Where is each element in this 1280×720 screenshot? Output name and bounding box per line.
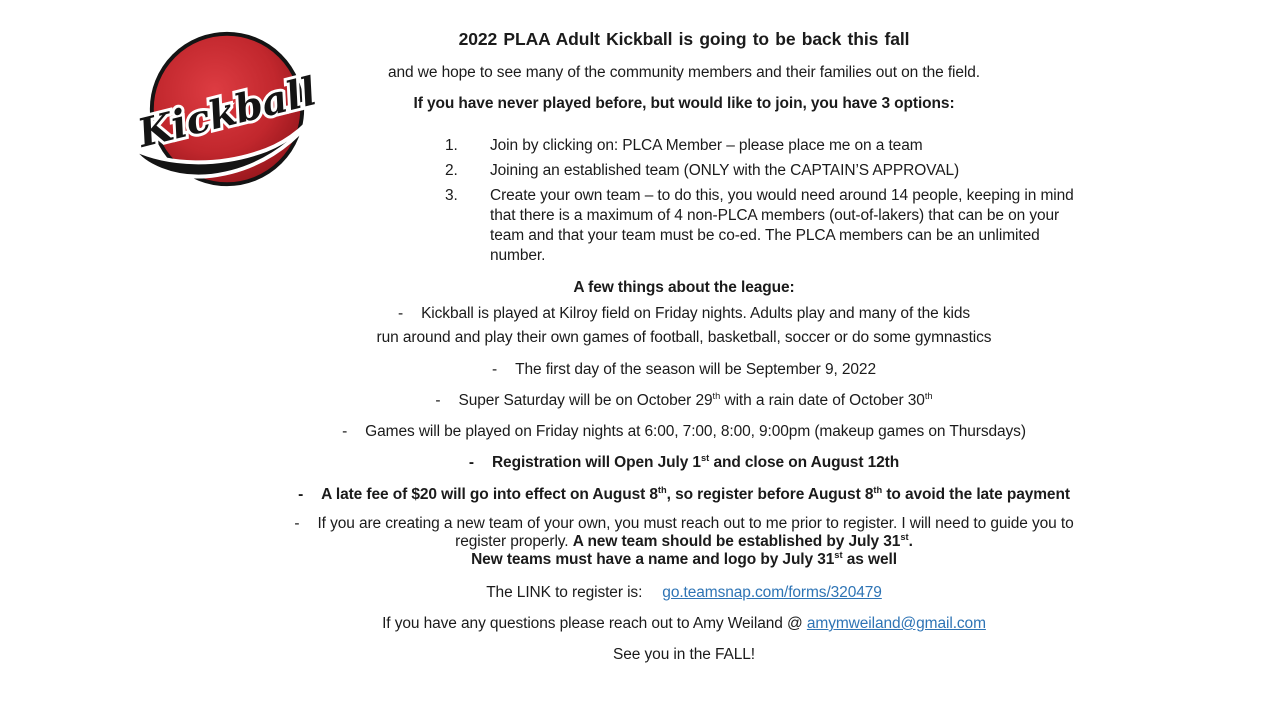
list-item-text: Join by clicking on: PLCA Member – please place me on a team	[490, 137, 923, 154]
bullet-text: and close on August 12th	[709, 454, 900, 471]
dash: -	[468, 454, 474, 471]
logo-word: Kickball	[133, 68, 321, 157]
flyer-content	[88, 0, 1280, 665]
register-link-line	[88, 582, 1280, 603]
options-heading: If you have never played before, but would like to join, you have 3 options:	[413, 95, 955, 112]
bullet-text: register properly.	[455, 533, 573, 550]
bullet-text: Registration will Open July 1	[491, 454, 701, 471]
bullet-text: Games will be played on Friday nights at 6:00, 7:00, 8:00, 9:00pm (makeup games on Thursdays)	[365, 423, 1026, 440]
questions-line	[88, 613, 1280, 634]
bullet-text-bold: A new team should be established by July 31	[572, 533, 901, 550]
questions-text: If you have any questions please reach out to Amy Weiland @	[382, 615, 807, 632]
bullet-text: , so register before August 8	[666, 486, 874, 503]
ordinal-suffix: th	[712, 390, 721, 401]
bullet-text-bold: as well	[842, 551, 897, 568]
bullet-text: with a rain date of October 30	[720, 392, 925, 409]
ordinal-suffix: th	[873, 484, 883, 495]
list-item-number: 2.	[445, 162, 458, 179]
bullet-late-fee	[88, 484, 1280, 505]
list-item	[445, 186, 1280, 266]
dash: -	[342, 423, 348, 440]
bullet-game-times	[88, 421, 1280, 442]
dash: -	[435, 392, 441, 409]
ordinal-suffix: st	[700, 452, 710, 463]
closing-line: See you in the FALL!	[613, 646, 755, 663]
dash: -	[294, 515, 300, 532]
ordinal-suffix: th	[924, 390, 933, 401]
options-list	[445, 136, 1280, 266]
register-link-label: The LINK to register is:	[486, 584, 643, 601]
list-item-number: 1.	[445, 137, 458, 154]
list-item	[445, 161, 1280, 181]
bullet-kilroy-continued: run around and play their own games of football, basketball, soccer or do some gymnastics	[376, 329, 992, 346]
bullet-kilroy	[88, 303, 1280, 324]
ordinal-suffix: th	[657, 484, 667, 495]
intro-line: and we hope to see many of the community members and their families out on the field.	[387, 64, 980, 81]
dash: -	[298, 486, 304, 503]
bullet-registration	[88, 452, 1280, 473]
bullet-new-team-line3	[88, 551, 1280, 569]
register-link[interactable]: go.teamsnap.com/forms/320479	[662, 584, 882, 601]
list-item-text: Create your own team – to do this, you would need around 14 people, keeping in mind that there is a maximum of 4 non-PLCA members (out-of-lakers) that can be on your team and that your team must be co-ed. The PLCA members can be an unlimited number.	[490, 187, 1074, 264]
list-item-text: Joining an established team (ONLY with the CAPTAIN’S APPROVAL)	[490, 162, 960, 179]
bullet-text-bold: New teams must have a name and logo by July 31	[471, 551, 835, 568]
ordinal-suffix: st	[900, 531, 909, 542]
bullet-text: Kickball is played at Kilroy field on Friday nights. Adults play and many of the kids	[421, 305, 970, 322]
bullet-text-bold: .	[908, 533, 913, 550]
page-title: 2022 PLAA Adult Kickball is going to be back this fall	[458, 29, 910, 49]
list-item-number: 3.	[445, 187, 458, 204]
bullet-text: to avoid the late payment	[882, 486, 1070, 503]
dash: -	[398, 305, 404, 322]
bullet-new-team-line1	[88, 515, 1280, 533]
bullet-text: Super Saturday will be on October 29	[458, 392, 713, 409]
list-item	[445, 136, 1280, 156]
bullet-new-team-line2	[88, 533, 1280, 551]
bullet-text: A late fee of $20 will go into effect on August 8	[321, 486, 658, 503]
email-link[interactable]: amymweiland@gmail.com	[806, 615, 986, 632]
dash: -	[492, 361, 498, 378]
bullet-text: If you are creating a new team of your own, you must reach out to me prior to register. I will need to guide you to	[317, 515, 1074, 532]
bullet-text: The first day of the season will be September 9, 2022	[515, 361, 876, 378]
league-heading: A few things about the league:	[573, 279, 795, 296]
bullet-first-day	[88, 359, 1280, 380]
bullet-super-saturday	[88, 390, 1280, 411]
ordinal-suffix: st	[834, 549, 843, 560]
